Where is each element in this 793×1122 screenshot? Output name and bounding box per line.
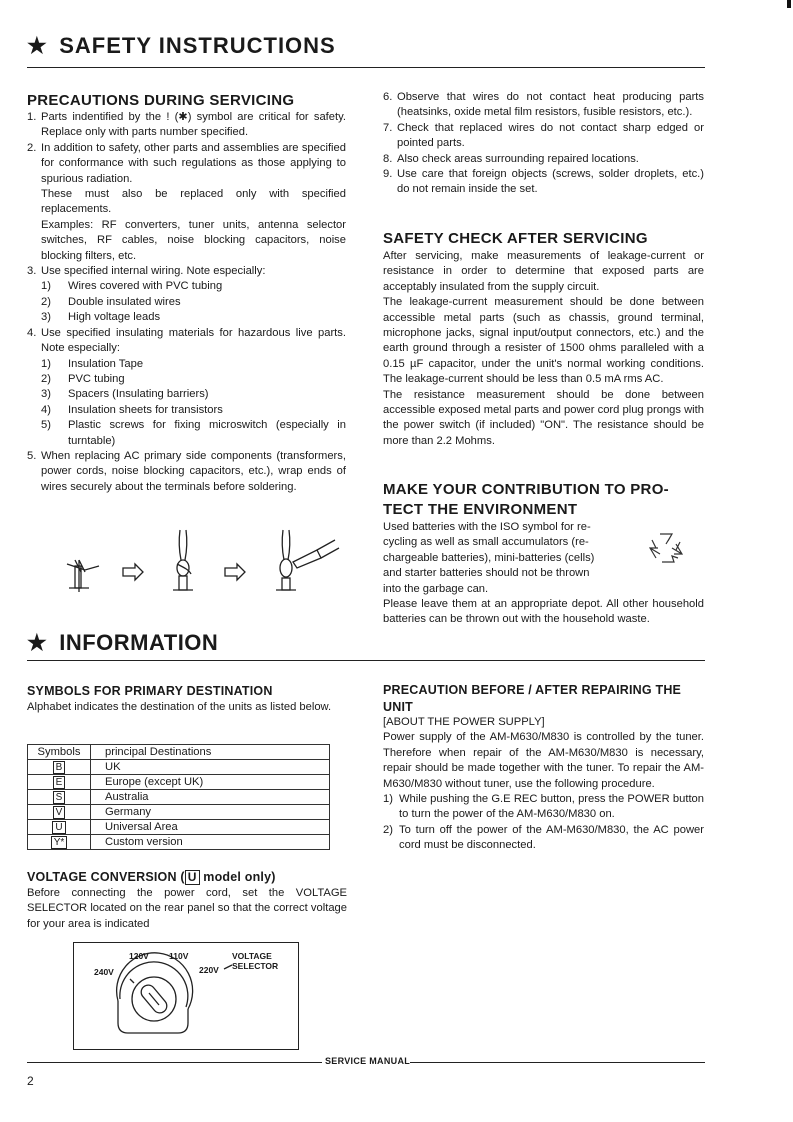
precaution-item-3: 3. Use specified internal wiring. Note especially: 1) Wires covered with PVC tubing 2) Double insulated wires 3) High voltage leads — [27, 265, 266, 324]
label-110v: 110V — [169, 951, 189, 961]
voltage-selector-label: VOLTAGE SELECTOR — [232, 951, 279, 971]
symbol-box: U — [52, 821, 65, 834]
footer-label: SERVICE MANUAL — [325, 1056, 411, 1066]
table-row: E Europe (except UK) — [28, 775, 330, 790]
col-symbols: Symbols — [28, 745, 91, 760]
label-220v: 220V — [199, 965, 219, 975]
table-row: B UK — [28, 760, 330, 775]
precaution-item-1: 1. Parts indentified by the ! (✱) symbol are critical for safety. Replace only with parts number specified. — [27, 111, 346, 139]
corner-mark — [787, 0, 791, 8]
repair-heading: PRECAUTION BEFORE / AFTER REPAIRING THE UNIT — [383, 683, 682, 714]
information-title — [27, 630, 218, 656]
environment-paragraph: Please leave them at an appropriate depot. All other household batteries can be thrown out with the household waste. — [383, 598, 704, 626]
precaution-item-9: 9. Use care that foreign objects (screws, solder droplets, etc.) do not remain inside the set. — [383, 168, 704, 196]
safety-check-heading: SAFETY CHECK AFTER SERVICING — [383, 230, 648, 247]
precautions-list — [27, 110, 346, 495]
precautions-heading: PRECAUTIONS DURING SERVICING — [27, 92, 295, 109]
footer-rule-right — [410, 1062, 705, 1063]
symbol-box: V — [53, 806, 66, 819]
label-240v: 240V — [94, 967, 114, 977]
precaution-item-4: 4. Use specified insulating materials for hazardous live parts. Note especially: 1) Insulation Tape 2) PVC tubing 3) Spacers (Insulating barriers) 4) Insulation sheets for transistors 5) Plastic screws for fixing microswitch (especially in turntable) — [27, 326, 346, 447]
star-icon: ★ — [27, 33, 48, 58]
precautions-list-continued — [383, 90, 704, 198]
voltage-selector-panel — [73, 942, 299, 1050]
label-120v: 120V — [129, 951, 149, 961]
repair-step-1: 1) While pushing the G.E REC button, press the POWER button to turn the power of the AM-M630/M830 on. — [383, 793, 704, 821]
symbol-box: Y* — [51, 836, 68, 849]
safety-title — [27, 33, 336, 59]
safety-check-body: After servicing, make measurements of leakage-current or resistance in order to determine that exposed parts are acceptably insulated from the supply circuit. The leakage-current measurement should be done between accessible metal parts (such as chassis, ground terminal, microphone jacks, signal input/output connectors, etc.) and the earth ground through a resister of 1500 ohms paralleled with a 0.15 µF capacitor, under the unit's normal working conditions. The leakage-current should be less than 0.5 mA rms AC. The resistance measurement should be done between accessible exposed metal parts and power cord plug prongs with the power switch (if included) "ON". The resistance should be more than 2.2 Mohms. — [383, 250, 704, 447]
information-title-text: INFORMATION — [59, 630, 219, 655]
symbols-intro: Alphabet indicates the destination of the units as listed below. — [27, 701, 332, 713]
table-row: U Universal Area — [28, 820, 330, 835]
info-rule — [27, 660, 705, 661]
repair-step-2: 2) To turn off the power of the AM-M630/M830, the AC power cord must be disconnected. — [383, 823, 704, 852]
col-destinations: principal Destinations — [91, 745, 330, 760]
precaution-item-5: 5. When replacing AC primary side components (transformers, power cords, noise blocking capacitors, etc.), wrap ends of wires securely about the terminals before soldering. — [27, 449, 346, 493]
symbol-box: S — [53, 791, 66, 804]
voltage-text: Before connecting the power cord, set the VOLTAGE SELECTOR located on the rear panel so that the correct voltage for your area is indicated — [27, 887, 347, 930]
table-header-row — [28, 745, 330, 760]
repair-paragraph: Power supply of the AM-M630/M830 is controlled by the tuner. Therefore when repair of the AM-M630/M830 is necessary, repair should be made together with the tuner. To repair the AM-M630/M830 without tuner, use the following procedure. — [383, 731, 704, 790]
environment-heading: MAKE YOUR CONTRIBUTION TO PRO- TECT THE ENVIRONMENT — [383, 481, 669, 518]
symbol-box: B — [53, 761, 66, 774]
title-rule — [27, 67, 705, 68]
precaution-item-2: 2. In addition to safety, other parts and assemblies are specified for conformance with such regulations as those applying to spurious radiation. These must also be replaced only with specified replacements. Examples: RF converters, tuner units, antenna selector switches, RF cables, noise blocking capacitors, noise blocking filters, etc. — [27, 141, 346, 262]
precaution-item-7: 7. Check that replaced wires do not contact sharp edged or pointed parts. — [383, 121, 704, 150]
precaution-item-6: 6. Observe that wires do not contact heat producing parts (heatsinks, oxide metal film resistors, fusible resistors, etc.). — [383, 91, 704, 119]
repair-subheading: [ABOUT THE POWER SUPPLY] — [383, 716, 545, 728]
symbol-box: E — [53, 776, 66, 789]
star-icon: ★ — [27, 630, 48, 655]
table-row: S Australia — [28, 790, 330, 805]
voltage-heading: VOLTAGE CONVERSION ( U model only) — [27, 870, 276, 884]
wire-wrap-illustration — [55, 520, 355, 600]
repair-body — [383, 715, 704, 854]
table-row: V Germany — [28, 805, 330, 820]
precaution-item-8: 8. Also check areas surrounding repaired locations. — [383, 152, 639, 165]
symbols-heading: SYMBOLS FOR PRIMARY DESTINATION — [27, 684, 273, 698]
u-model-box: U — [185, 870, 200, 885]
safety-title-text: SAFETY INSTRUCTIONS — [59, 33, 336, 58]
recycle-icon — [646, 528, 686, 568]
footer-rule-left — [27, 1062, 322, 1063]
page-number: 2 — [27, 1074, 34, 1088]
table-row: Y* Custom version — [28, 835, 330, 850]
environment-lines: Used batteries with the ISO symbol for re- cycling as well as small accumulators (re- chargeable batteries), mini-batteries (cells) and starter batteries should not be thrown into the garbage can. — [383, 521, 595, 595]
destination-table — [27, 744, 330, 850]
